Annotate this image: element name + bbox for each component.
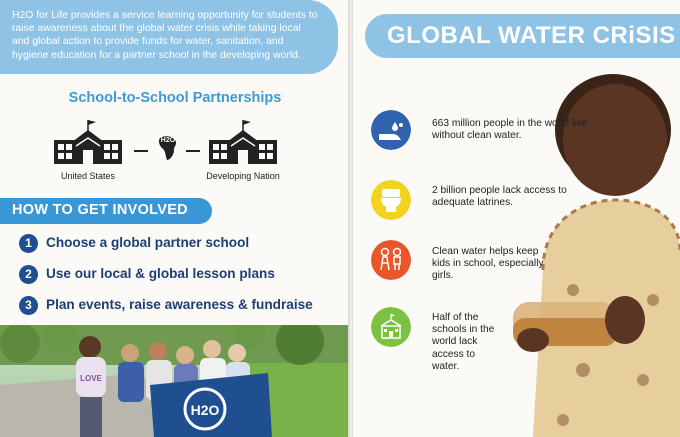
fact-text: 663 million people in the world live without clean water.	[432, 118, 588, 142]
step-number: 2	[19, 265, 38, 284]
global-water-crisis-banner	[365, 14, 680, 58]
partnerships-title: School-to-School Partnerships	[68, 90, 282, 106]
fact-text: Clean water helps keep kids in school, especially girls.	[432, 246, 544, 282]
water-tap-icon	[371, 110, 411, 150]
location-developing-nation: Developing Nation	[206, 171, 280, 181]
toilet-icon	[371, 180, 411, 220]
location-united-states: United States	[60, 171, 116, 181]
schoolhouse-icon	[52, 118, 124, 166]
step-number: 3	[19, 296, 38, 315]
schoolhouse-icon	[371, 307, 411, 347]
connector-dash-left	[134, 150, 148, 152]
intro-text: H2O for Life provides a service learning opportunity for students to raise awareness about the global water crisis while taking local and global action to provide funds for water, sanitation, and hygiene education for a partner school in the developing world.	[12, 10, 318, 61]
africa-globe-icon	[152, 132, 184, 164]
step-text: Use our local & global lesson plans	[46, 266, 275, 281]
globe-label: H2O	[160, 137, 176, 144]
intro-banner	[0, 0, 338, 74]
shirt-text: LOVE	[80, 374, 102, 383]
step-text: Choose a global partner school	[46, 235, 250, 250]
banner-text: H2O	[190, 402, 220, 418]
fact-text: Half of the schools in the world lack access to water.	[432, 312, 495, 372]
children-icon	[371, 240, 411, 280]
right-title: GLOBAL WATER CRiSIS	[387, 22, 676, 49]
students-walk-photo	[0, 325, 350, 437]
step-number: 1	[19, 234, 38, 253]
schoolhouse-icon	[207, 118, 279, 166]
how-title: HOW TO GET INVOLVED	[12, 202, 188, 218]
right-page	[353, 0, 680, 437]
how-to-get-involved-banner	[0, 198, 212, 224]
connector-dash-right	[186, 150, 200, 152]
step-text: Plan events, raise awareness & fundraise	[46, 297, 313, 312]
fact-text: 2 billion people lack access to adequate latrines.	[432, 185, 567, 209]
